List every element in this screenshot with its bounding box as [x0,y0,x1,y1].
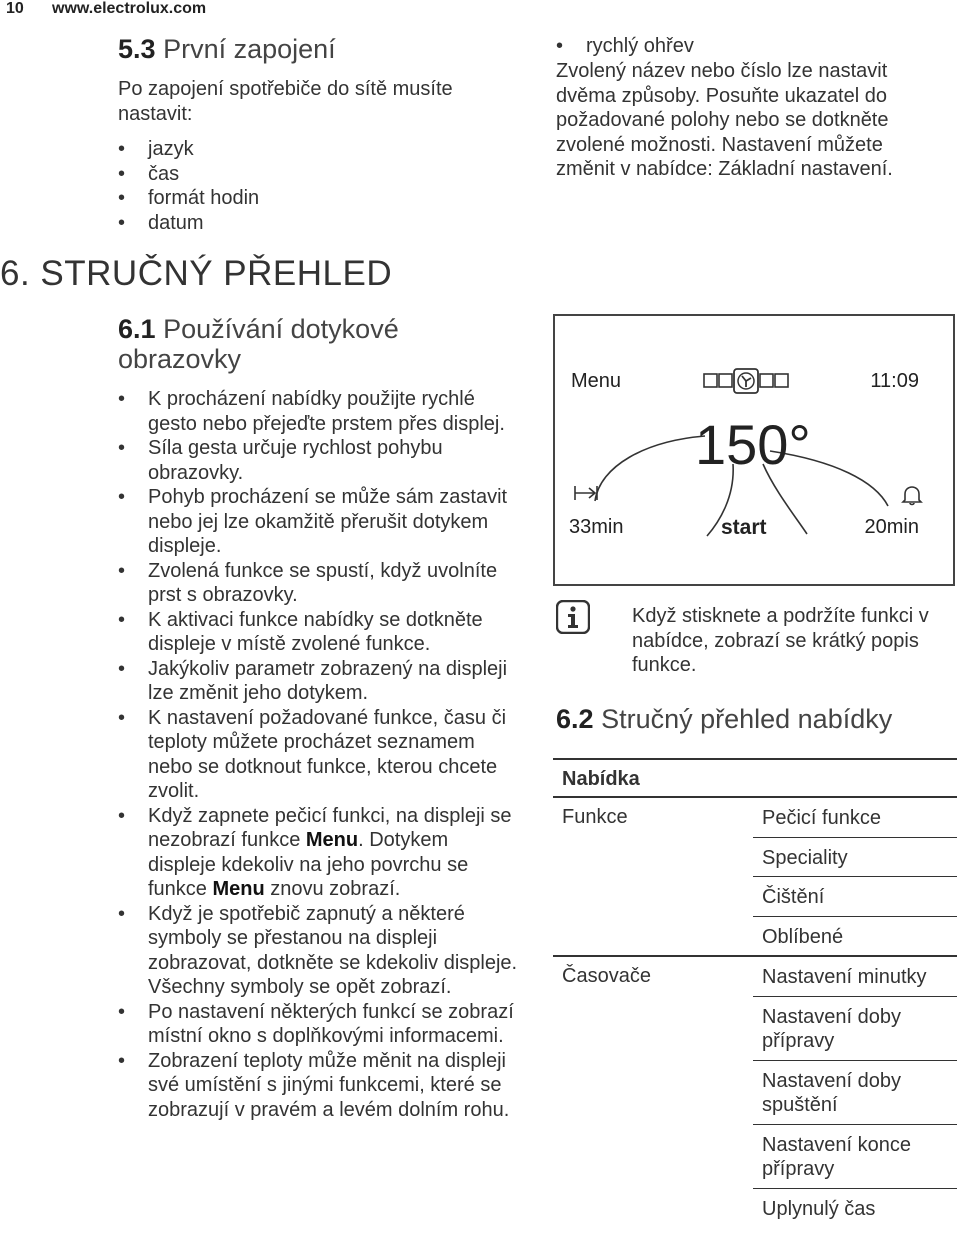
square-icon [760,374,773,387]
item-cell [753,996,957,1060]
list-item: • Pohyb procházení se může sám zastavit nebo jej lze okamžitě přerušit dotykem displeje. [118,485,518,559]
item-label: Nastavení doby přípravy [762,1005,901,1052]
item-label: Nastavení minutky [762,966,927,988]
item-cell [753,956,957,996]
table-row [553,797,957,837]
item-cell [753,837,957,877]
table-header [553,759,957,797]
timer-value: 20min [864,516,919,538]
section-title: Používání dotykové obrazovky [118,314,399,374]
item-cell [753,1124,957,1188]
text: znovu zobrazí. [264,878,401,900]
list-item: • K aktivaci funkce nabídky se dotkněte displeje v místě zvolené funkce. [118,608,518,657]
menu-term: Menu [305,829,359,851]
text: . Dotykem displeje kdekoliv na jeho povrchu se funkce [148,829,469,900]
category-cell [553,956,753,1227]
s53-intro: Po zapojení spotřebiče do sítě musíte nastavit: [118,78,453,125]
info-icon [556,600,590,634]
list-item: • Zobrazení teploty může měnit na displeji své umístění s jinými funkcemi, které se zobrazují v pravém a levém dolním rohu. [118,1049,518,1123]
item-label: Pečicí funkce [762,807,881,829]
table-header-row [553,759,957,797]
s61-list [118,387,518,1122]
bell-icon [901,484,923,506]
item-label: Oblíbené [762,925,844,948]
item-label: Nastavení doby spuštění [762,1069,901,1116]
category-label: Časovače [562,965,651,987]
display-illustration [553,314,955,586]
section-number: 6.1 [118,314,156,344]
chapter-title: 6. STRUČNÝ PŘEHLED [0,254,393,293]
list-item: • K nastavení požadované funkce, času či teploty můžete procházet seznamem nebo se dotknout funkce, kterou chcete zvolit. [118,706,518,804]
square-icon [704,374,717,387]
start-label: start [721,516,767,539]
list-item: • datum [118,211,498,236]
site-url: www.electrolux.com [52,0,207,17]
section-number: 6.2 [556,704,594,734]
fan-icon [734,369,758,393]
info-text: Když stisknete a podržíte funkci v nabídce, zobrazí se krátký popis funkce. [632,605,929,676]
table-row [553,956,957,996]
category-cell [553,797,753,956]
list-item: • čas [118,162,498,187]
section-heading-6-2 [556,704,892,734]
item-cell [753,1188,957,1227]
page-header [0,0,960,28]
section-heading-5-3 [118,34,336,64]
text: Když zapnete pečicí funkci, na displeji se nezobrazí funkce [148,804,512,851]
section-title: První zapojení [163,34,336,64]
clock-time: 11:09 [870,370,919,392]
menu-overview-table [553,758,957,1227]
list-item: • formát hodin [118,186,498,211]
category-label: Funkce [562,806,628,828]
item-label: Speciality [762,846,848,869]
list-item: • Když je spotřebič zapnutý a některé symboly se přestanou na displeji zobrazovat, dotkněte se kdekoliv displeje. Všechny symboly se opět zobrazí. [118,902,518,1000]
section-heading-6-1 [118,314,518,374]
item-label: Uplynulý čas [762,1197,876,1220]
menu-label: Menu [571,370,622,392]
item-label: Čištění [762,886,825,908]
right-top-text: Zvolený název nebo číslo lze nastavit dvěma způsoby. Posuňte ukazatel do požadované polohy nebo se dotkněte zvolené možnosti. Nastavení můžete změnit v nabídce: Základní nastavení. [556,60,893,180]
item-cell [753,916,957,956]
section-title: Stručný přehled nabídky [601,704,893,734]
item-cell [753,797,957,837]
table-header-label: Nabídka [562,768,640,790]
s53-list [118,137,498,235]
page-number: 10 [6,0,24,17]
menu-term: Menu [212,878,265,900]
item-cell [753,1060,957,1124]
duration-value: 33min [569,516,624,538]
status-icons [703,368,789,394]
list-item-menu [118,804,518,902]
list-item: • Po nastavení některých funkcí se zobrazí místní okno s doplňkovými informacemi. [118,1000,518,1049]
list-item: • jazyk [118,137,498,162]
list-item: • Zvolená funkce se spustí, když uvolníte prst s obrazovky. [118,559,518,608]
list-item: • rychlý ohřev [556,34,956,59]
square-icon [775,374,788,387]
list-item: • Síla gesta určuje rychlost pohybu obrazovky. [118,436,518,485]
item-label: Nastavení konce přípravy [762,1133,911,1180]
section-number: 5.3 [118,34,156,64]
list-item: • Jakýkoliv parametr zobrazený na displeji lze změnit jeho dotykem. [118,657,518,706]
duration-icon [573,484,599,502]
item-cell [753,877,957,917]
list-item: • K procházení nabídky použijte rychlé gesto nebo přejeďte prstem přes displej. [118,387,518,436]
square-icon [719,374,732,387]
temperature-value: 150° [695,413,811,476]
right-top-list [556,34,956,59]
